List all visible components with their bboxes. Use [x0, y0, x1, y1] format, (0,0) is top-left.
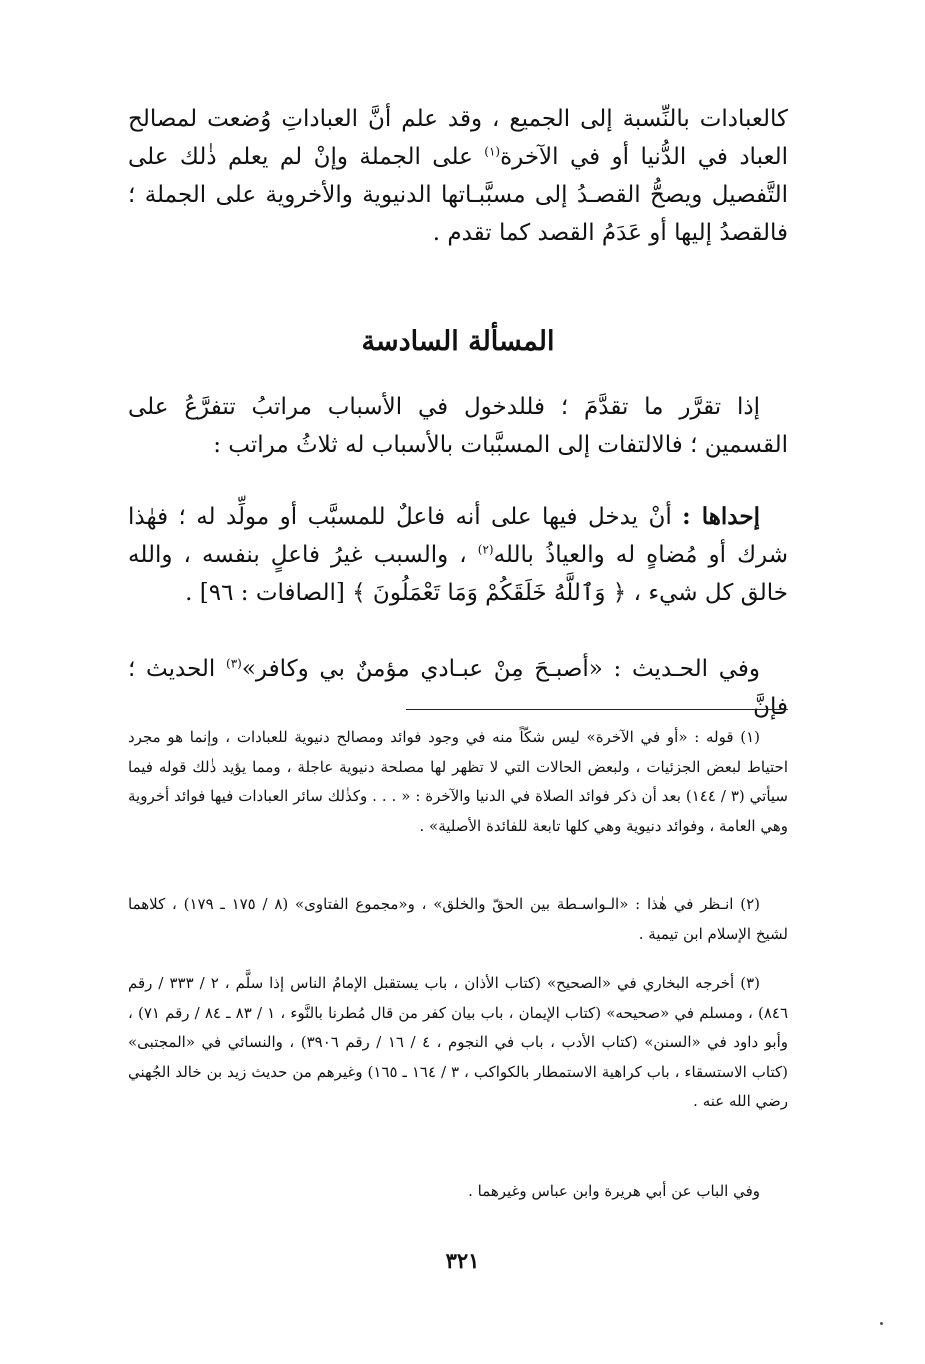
- footnote-ref-1[interactable]: (١): [484, 144, 501, 159]
- paragraph-3: [128, 650, 788, 726]
- section-heading: المسألة السادسة: [361, 326, 555, 357]
- footnote-ref-2[interactable]: (٢): [477, 542, 494, 557]
- footnote-3-addendum: وفي الباب عن أبي هريرة وابن عباس وغيرهما .: [468, 1182, 760, 1200]
- intro-paragraph: [128, 100, 788, 252]
- footnote-2: (٢) انـظر في هٰذا : «الـواسـطة بين الحقّ والخلق» ، و«مجموع الفتاوى» (٨ / ١٧٥ ـ ١٧٩) ، كلاهما لشيخ الإسلام ابن تيمية .: [128, 895, 788, 943]
- footnote-divider: [406, 709, 788, 710]
- paragraph-2: [128, 498, 788, 612]
- paragraph-2-text-b: ، والسبب غيرُ فاعلٍ بنفسه ، والله خالق كل شيء ، ﴿ وَٱللَّهُ خَلَقَكُمْ وَمَا تَعْمَلُونَ ﴾ [الصافات : ٩٦] .: [128, 542, 788, 606]
- paragraph-1: إذا تقرَّر ما تقدَّمَ ؛ فللدخول في الأسباب مراتبُ تتفرَّعُ على القسمين ؛ فالالتفات إلى المسبَّبات بالأسباب له ثلاثُ مراتب :: [128, 394, 788, 458]
- paragraph-3-text-a: وفي الحـديث : «أصبـحَ مِنْ عبـادي مؤمنٌ بي وكافر»: [241, 656, 760, 682]
- footnote-ref-3[interactable]: (٣): [226, 656, 242, 671]
- paragraph-2-lead: إحداها :: [682, 503, 760, 530]
- page-number: ٣٢١: [445, 1248, 480, 1273]
- intro-text-cont: على الجملة وإنْ لم يعلم ذٰلك على التَّفصيل ويصحُّ القصـدُ إلى مسبَّبـاتها الدنيوية والأخروية على الجملة ؛ فالقصدُ إليها أو عَدَمُ القصد كما تقدم .: [128, 144, 788, 246]
- paragraph-2-text-a: أنْ يدخل فيها على أنه فاعلٌ للمسبَّب أو مولِّد له ؛ فهٰذا شرك أو مُضاهٍ له والعياذُ بالله: [128, 504, 788, 568]
- intro-text: كالعبادات بالنِّسبة إلى الجميع ، وقد علم أنَّ العباداتِ وُضعت لمصالح العباد في الدُّنيا أو في الآخرة: [128, 106, 789, 170]
- paragraph-3-text-b: الحديث ؛ فإنَّ: [128, 656, 788, 720]
- scan-speck: [880, 1322, 883, 1325]
- footnote-3: (٣) أخرجه البخاري في «الصحيح» (كتاب الأذان ، باب يستقبل الإمامُ الناس إذا سلَّم ، ٢ / ٣٣٣ / رقم ٨٤٦) ، ومسلم في «صحيحه» (كتاب الإيمان ، باب بيان كفر من قال مُطرنا بالنَّوء ، ١ / ٨٣ ـ ٨٤ / رقم ٧١) ، وأبو داود في «السنن» (كتاب الأدب ، باب في النجوم ، ٤ / ١٦ / رقم ٣٩٠٦) ، والنسائي في «المجتبى» (كتاب الاستسقاء ، باب كراهية الاستمطار بالكواكب ، ٣ / ١٦٤ ـ ١٦٥) وغيرهم من حديث زيد بن خالد الجُهني رضي الله عنه .: [128, 974, 789, 1110]
- footnote-1: (١) قوله : «أو في الآخرة» ليس شكّاً منه في وجود فوائد ومصالح دنيوية للعبادات ، وإنما هو مجرد احتياط لبعض الجزئيات ، ولبعض الحالات التي لا تظهر لها مصلحة دنيوية عاجلة ، ومما يؤيد ذٰلك قوله فيما سيأتي (٣ / ١٤٤) بعد أن ذكر فوائد الصلاة في الدنيا والآخرة : « . . . وكذٰلك سائر العبادات فيها فوائد أخروية وهي العامة ، وفوائد دنيوية وهي كلها تابعة للفائدة الأصلية» .: [128, 728, 788, 835]
